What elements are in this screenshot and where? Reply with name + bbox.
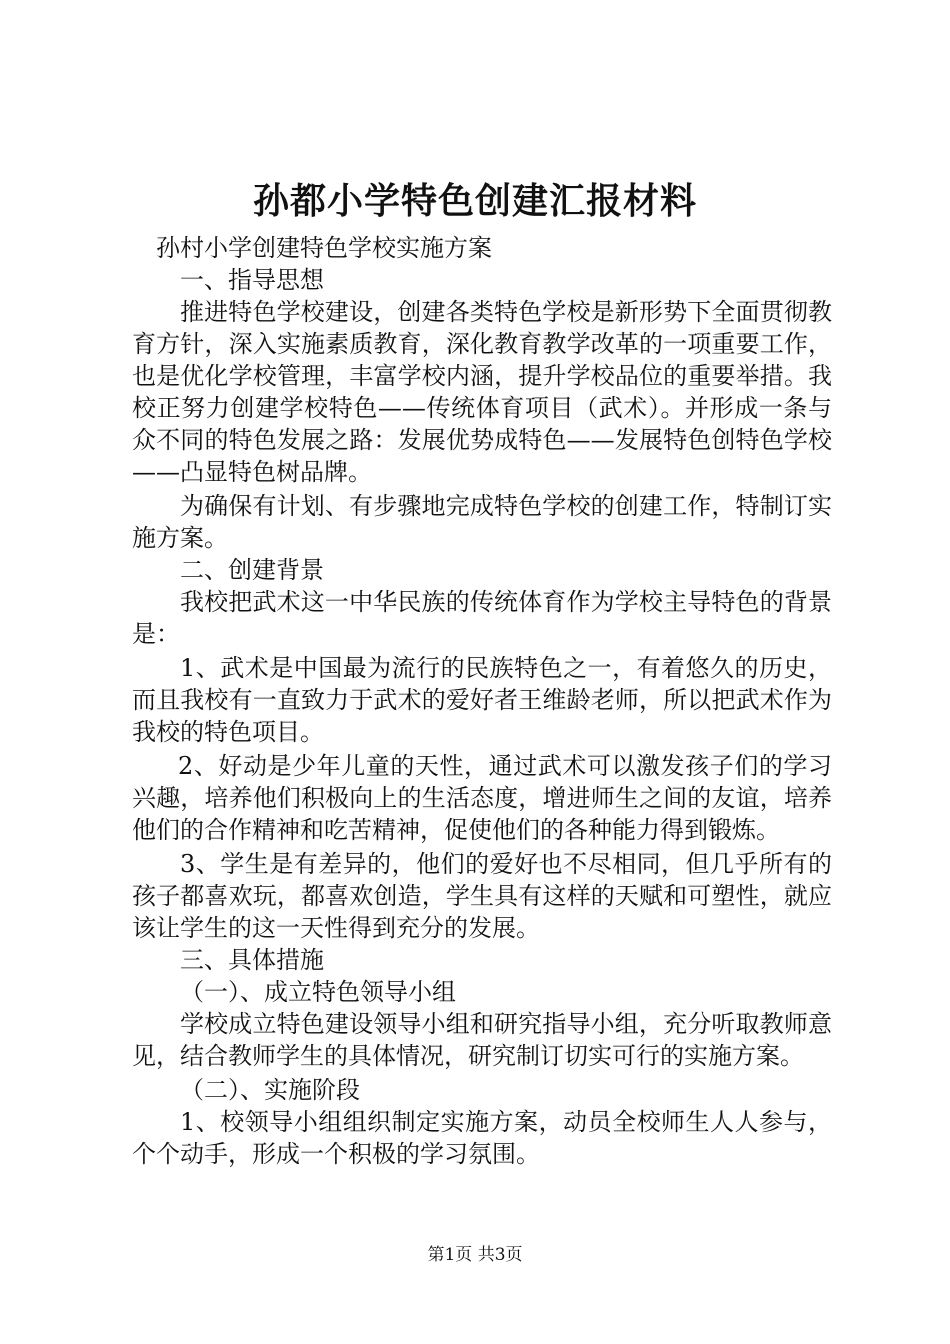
document-body [132, 232, 832, 1170]
section-heading-guiding-ideology: 一、指导思想 [180, 266, 324, 294]
list-item-background-3: 3、学生是有差异的，他们的爱好也不尽相同，但几乎所有的孩子都喜欢玩，都喜欢创造，学生具有这样的天赋和可塑性，就应该让学生的这一天性得到充分的发展。 [132, 850, 832, 942]
page-indicator: 第1页 共3页 [427, 1245, 523, 1265]
subsection-heading-implementation: （二）、实施阶段 [180, 1076, 360, 1104]
section-heading-background: 二、创建背景 [180, 556, 324, 584]
subsection-heading-leadership-group: （一）、成立特色领导小组 [180, 978, 456, 1006]
list-item-background-2: 2、好动是少年儿童的天性，通过武术可以激发孩子们的学习兴趣，培养他们积极向上的生活态度，增进师生之间的友谊，培养他们的合作精神和吃苦精神，促使他们的各种能力得到锻炼。 [132, 752, 832, 844]
document-subtitle: 孙村小学创建特色学校实施方案 [156, 234, 492, 262]
paragraph-guiding-ideology: 推进特色学校建设，创建各类特色学校是新形势下全面贯彻教育方针，深入实施素质教育，深化教育教学改革的一项重要工作，也是优化学校管理，丰富学校内涵，提升学校品位的重要举措。我校正努力创建学校特色——传统体育项目（武术）。并形成一条与众不同的特色发展之路：发展优势成特色——发展特色创特色学校——凸显特色树品牌。 [132, 298, 832, 486]
list-item-implementation-1: 1、校领导小组组织制定实施方案，动员全校师生人人参与，个个动手，形成一个积极的学习氛围。 [132, 1108, 832, 1168]
paragraph-plan-purpose: 为确保有计划、有步骤地完成特色学校的创建工作，特制订实施方案。 [132, 492, 832, 552]
paragraph-background-intro: 我校把武术这一中华民族的传统体育作为学校主导特色的背景是： [132, 588, 832, 648]
list-item-background-1: 1、武术是中国最为流行的民族特色之一，有着悠久的历史，而且我校有一直致力于武术的爱好者王维龄老师，所以把武术作为我校的特色项目。 [132, 654, 832, 746]
page-title: 孙都小学特色创建汇报材料 [252, 180, 697, 222]
section-heading-measures: 三、具体措施 [180, 946, 324, 974]
paragraph-leadership-group: 学校成立特色建设领导小组和研究指导小组，充分听取教师意见，结合教师学生的具体情况，研究制订切实可行的实施方案。 [132, 1010, 832, 1070]
